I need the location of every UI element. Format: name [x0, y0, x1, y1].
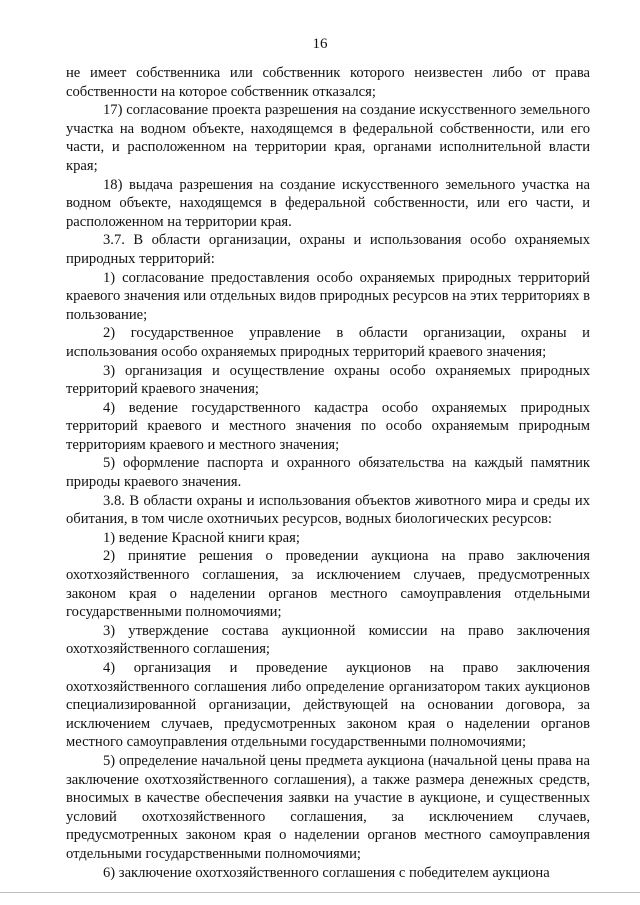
section-3-8-heading: 3.8. В области охраны и использования объектов животного мира и среды их обитания, в том числе охотничьих ресурсов, водных биологических ресурсов:: [66, 492, 590, 528]
section-3-8-item-3: 3) утверждение состава аукционной комиссии на право заключения охотхозяйственного соглашения;: [66, 622, 590, 658]
page-number: 16: [312, 36, 328, 52]
section-3-8-item-6: 6) заключение охотхозяйственного соглашения с победителем аукциона: [103, 864, 550, 881]
paragraph-continuation: не имеет собственника или собственник которого неизвестен либо от права собственности на которое собственник отказался;: [66, 65, 590, 100]
section-3-8-item-4: 4) организация и проведение аукционов на право заключения охотхозяйственного соглашения либо определение организатором таких аукционов специализированной организации, действующей на основании договора, за исключением случаев, предусмотренных законом края о наделении органов местного самоуправления отдельными государственными полномочиями;: [66, 660, 590, 751]
section-3-7-item-4: 4) ведение государственного кадастра особо охраняемых природных территорий краевого и местного значения по особо охраняемым природным территориям краевого и местного значения;: [66, 399, 590, 453]
section-3-7-item-5: 5) оформление паспорта и охранного обязательства на каждый памятник природы краевого значения.: [66, 455, 590, 491]
section-3-8-item-5: 5) определение начальной цены предмета аукциона (начальной цены права на заключение охотхозяйственного соглашения), а также размера денежных средств, вносимых в качестве обеспечения заявки на участие в аукционе, и существенных условий охотхозяйственного соглашения, за исключением случаев, предусмотренных законом края о наделении органов местного самоуправления отдельными государственными полномочиями;: [66, 752, 590, 862]
section-3-7-item-1: 1) согласование предоставления особо охраняемых природных территорий краевого значения или отдельных видов природных ресурсов на этих территориях в пользование;: [66, 269, 590, 323]
section-3-7-heading: 3.7. В области организации, охраны и использования особо охраняемых природных территорий:: [66, 232, 590, 267]
section-3-7-item-3: 3) организация и осуществление охраны особо охраняемых природных территорий краевого значения;: [66, 362, 590, 398]
page-edge-divider: [0, 892, 640, 893]
paragraph-item-18: 18) выдача разрешения на создание искусственного земельного участка на водном объекте, находящемся в федеральной собственности, или его части, и расположенном на территории края.: [66, 176, 590, 230]
document-body: [66, 64, 590, 882]
section-3-7-item-2: 2) государственное управление в области организации, охраны и использования особо охраняемых природных территорий краевого значения;: [66, 325, 590, 360]
section-3-8-item-1: 1) ведение Красной книги края;: [103, 529, 300, 546]
paragraph-item-17: 17) согласование проекта разрешения на создание искусственного земельного участка на водном объекте, находящемся в федеральной собственности, или его части, и расположенном на территории края, органами исполнительной власти края;: [66, 102, 590, 174]
section-3-8-item-2: 2) принятие решения о проведении аукциона на право заключения охотхозяйственного соглашения, за исключением случаев, предусмотренных законом края о наделении органов местного самоуправления отдельными государственными полномочиями;: [66, 548, 590, 621]
